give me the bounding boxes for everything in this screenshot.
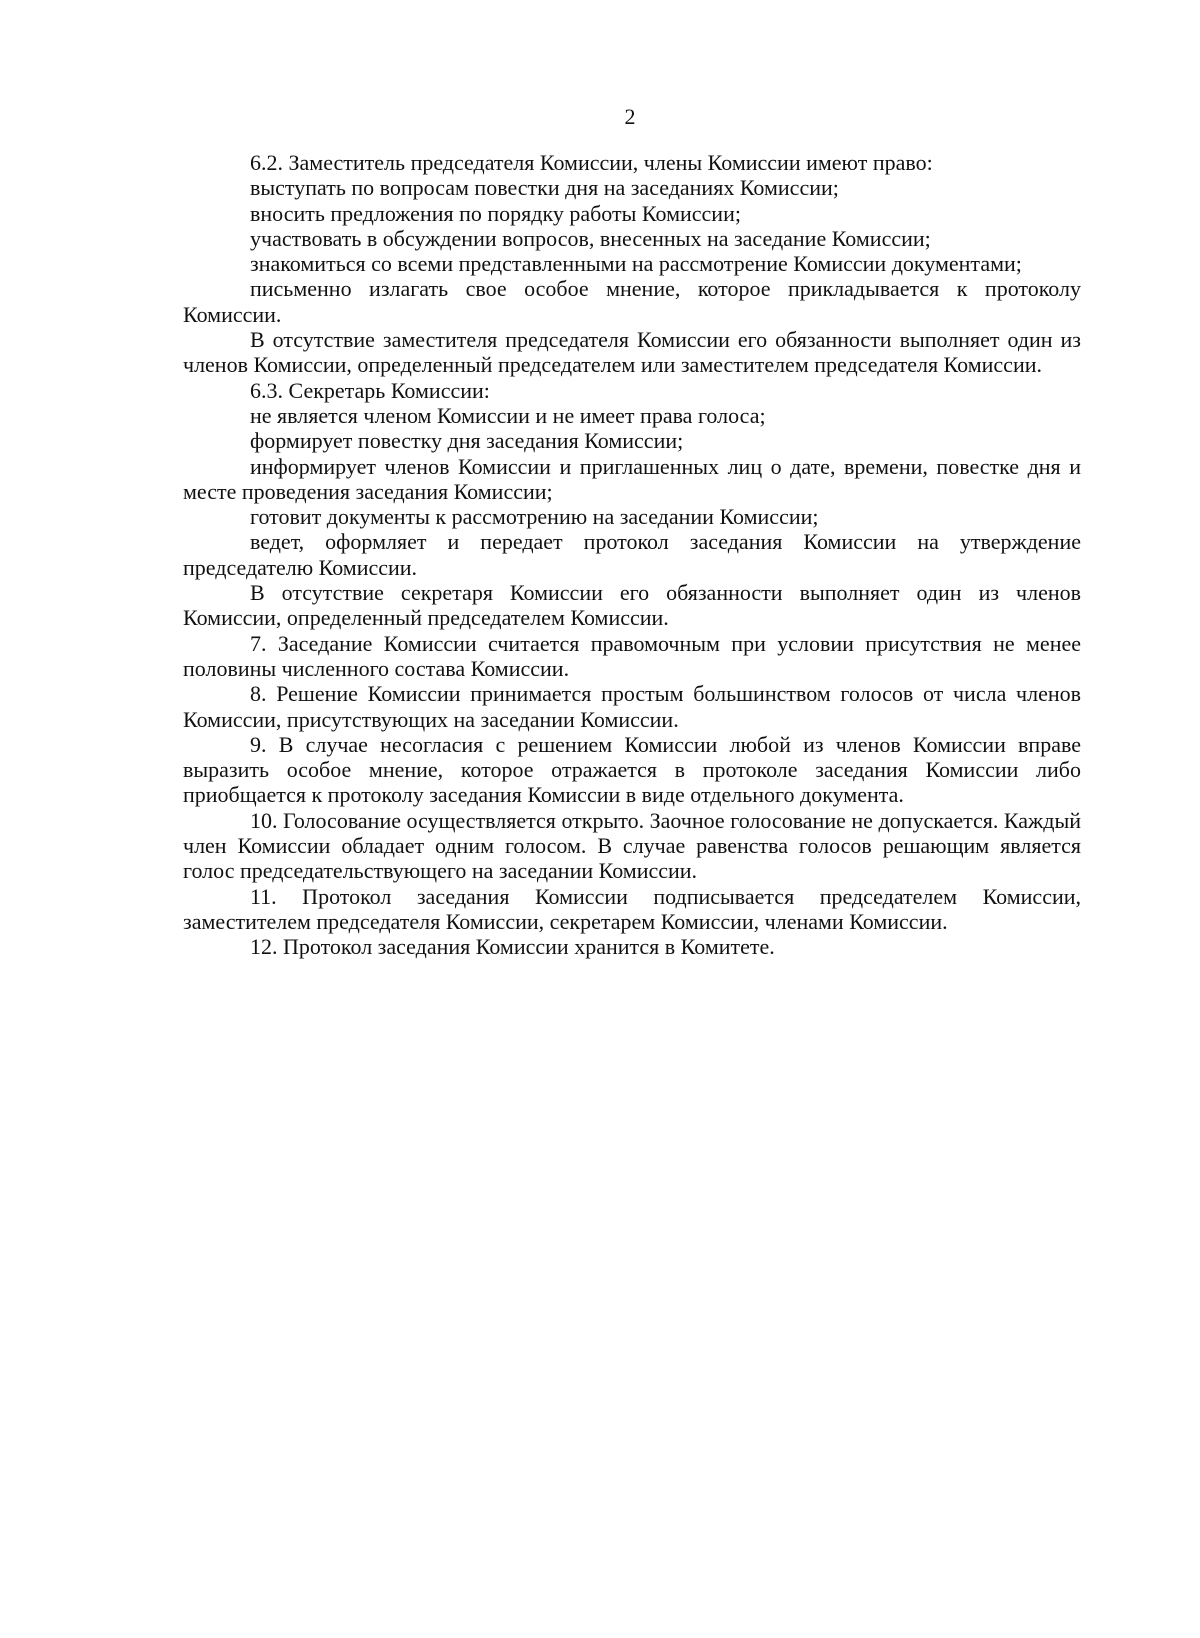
- paragraph-10-voting: 10. Голосование осуществляется открыто. Заочное голосование не допускается. Каждый член Комиссии обладает одним голосом. В случае равенства голосов решающим является голос председательствующего на заседании Комиссии.: [183, 807, 1081, 884]
- document-body: [183, 150, 1081, 960]
- paragraph-secretary-absence: В отсутствие секретаря Комиссии его обязанности выполняет один из членов Комиссии, определенный председателем Комиссии.: [183, 580, 1081, 631]
- paragraph-right-speak: выступать по вопросам повестки дня на заседаниях Комиссии;: [250, 175, 839, 201]
- paragraph-6-3-heading: 6.3. Секретарь Комиссии:: [250, 377, 490, 403]
- paragraph-11-protocol-signing: 11. Протокол заседания Комиссии подписывается председателем Комиссии, заместителем председателя Комиссии, секретарем Комиссии, членами Комиссии.: [183, 883, 1081, 934]
- paragraph-secretary-protocol: ведет, оформляет и передает протокол заседания Комиссии на утверждение председателю Комиссии.: [183, 529, 1081, 580]
- page-number: 2: [624, 104, 636, 129]
- paragraph-12-protocol-storage: 12. Протокол заседания Комиссии хранится в Комитете.: [250, 934, 775, 960]
- paragraph-secretary-informs: информирует членов Комиссии и приглашенных лиц о дате, времени, повестке дня и месте проведения заседания Комиссии;: [183, 453, 1081, 504]
- paragraph-right-special-opinion: письменно излагать свое особое мнение, которое прикладывается к протоколу Комиссии.: [183, 276, 1081, 327]
- paragraph-right-discuss: участвовать в обсуждении вопросов, внесенных на заседание Комиссии;: [250, 225, 931, 251]
- paragraph-right-propose: вносить предложения по порядку работы Комиссии;: [250, 200, 741, 226]
- paragraph-right-review-documents: знакомиться со всеми представленными на рассмотрение Комиссии документами;: [250, 251, 1022, 277]
- paragraph-6-2-heading: 6.2. Заместитель председателя Комиссии, члены Комиссии имеют право:: [250, 150, 933, 175]
- paragraph-7-quorum: 7. Заседание Комиссии считается правомочным при условии присутствия не менее половины численного состава Комиссии.: [183, 630, 1081, 681]
- paragraph-deputy-absence: В отсутствие заместителя председателя Комиссии его обязанности выполняет один из членов Комиссии, определенный председателем или заместителем председателя Комиссии.: [183, 327, 1081, 378]
- paragraph-secretary-agenda: формирует повестку дня заседания Комиссии;: [250, 428, 684, 454]
- paragraph-8-decision: 8. Решение Комиссии принимается простым большинством голосов от числа членов Комиссии, присутствующих на заседании Комиссии.: [183, 681, 1081, 732]
- paragraph-secretary-not-member: не является членом Комиссии и не имеет права голоса;: [250, 402, 766, 428]
- paragraph-secretary-prepares: готовит документы к рассмотрению на заседании Комиссии;: [250, 504, 819, 530]
- paragraph-9-disagreement: 9. В случае несогласия с решением Комиссии любой из членов Комиссии вправе выразить особое мнение, которое отражается в протоколе заседания Комиссии либо приобщается к протоколу заседания Комиссии в виде отдельного документа.: [183, 731, 1081, 808]
